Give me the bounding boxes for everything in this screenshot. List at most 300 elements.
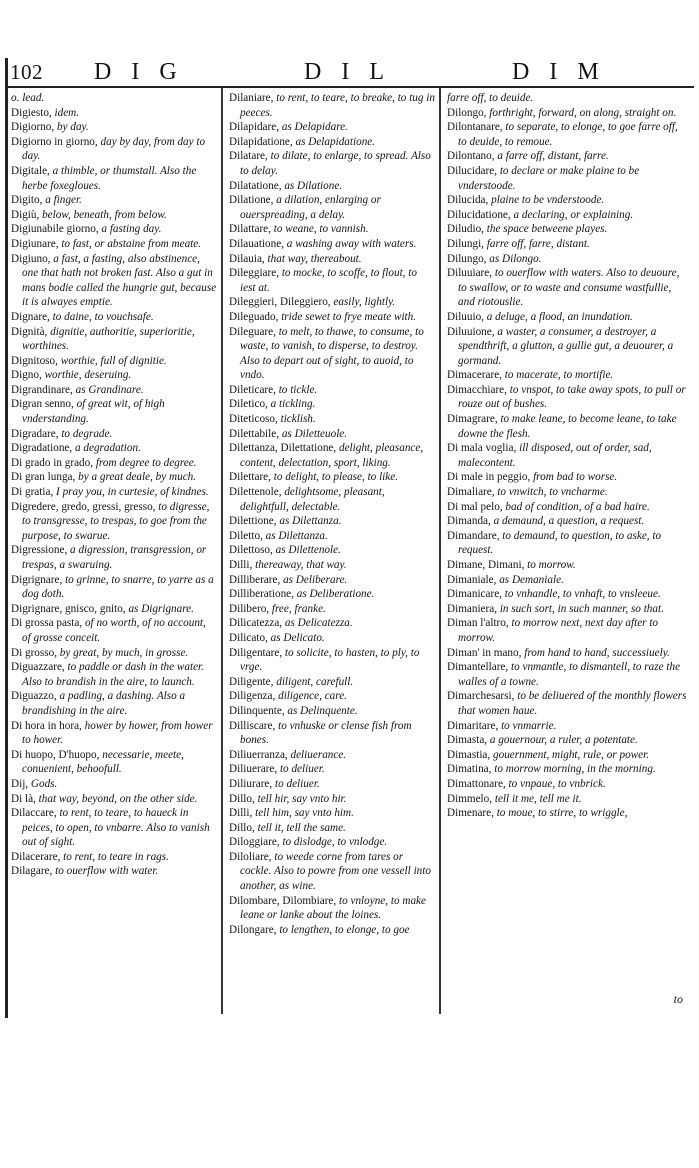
dictionary-entry xyxy=(447,237,687,252)
headword: Dimarchesarsi, xyxy=(447,690,515,703)
headword: Diluuione, xyxy=(447,325,495,338)
dictionary-entry xyxy=(11,573,217,602)
headword: Diligentare, xyxy=(229,646,283,659)
headword: Dimaliare, xyxy=(447,486,495,499)
definition: to vnpaue, to vnbrick. xyxy=(508,777,606,790)
headword: Digradare, xyxy=(11,427,59,440)
definition: of no worth, of no account, of grosse conceit. xyxy=(22,617,206,644)
dictionary-entry xyxy=(229,295,435,310)
dictionary-entry xyxy=(11,470,217,485)
dictionary-entry xyxy=(11,106,217,121)
definition: as Diletteuole. xyxy=(281,427,348,440)
dictionary-entry xyxy=(11,543,217,572)
definition: to vnhandle, to vnhaft, to vnsleeue. xyxy=(504,588,661,601)
headword: Dilicato, xyxy=(229,631,268,644)
headword: Dilibero, xyxy=(229,602,270,615)
definition: to vnspot, to take away spots, to pull or rouze out of bushes. xyxy=(458,383,686,411)
definition: to lengthen, to elonge, to goe xyxy=(279,923,410,936)
dictionary-entry xyxy=(229,91,435,120)
definition: a thimble, or thumstall. Also the herbe foxegloues. xyxy=(22,164,197,192)
headword: Dilatatione, xyxy=(229,179,282,192)
headword: Dimaritare, xyxy=(447,719,499,732)
definition: a declaring, or explaining. xyxy=(513,208,634,221)
definition: deliuerance. xyxy=(290,748,347,761)
definition: from degree to degree. xyxy=(95,456,197,469)
definition: by great, by much, in grosse. xyxy=(59,646,189,659)
headword: Dillo, xyxy=(229,792,255,805)
dictionary-entry xyxy=(11,135,217,164)
headword: Dimmelo, xyxy=(447,792,493,805)
dictionary-entry xyxy=(11,485,217,500)
definition: tell him, say vnto him. xyxy=(255,807,354,820)
headword: Dilettoso, xyxy=(229,544,273,557)
dictionary-entry xyxy=(229,689,435,704)
definition: gouernment, might, rule, or power. xyxy=(493,748,649,761)
headword: Digiorno, xyxy=(11,121,55,134)
dictionary-entry xyxy=(447,266,687,310)
dictionary-entry xyxy=(11,427,217,442)
headword: Dimandare, xyxy=(447,529,500,542)
headword: Dileguado, xyxy=(229,310,279,323)
headword: Diluuio, xyxy=(447,310,484,323)
dictionary-entry xyxy=(11,222,217,237)
definition: by day. xyxy=(57,121,89,134)
headword: Diletico, xyxy=(229,398,268,411)
dictionary-entry xyxy=(447,325,687,369)
headword: Dimasta, xyxy=(447,734,488,747)
definition: to deliuer. xyxy=(274,777,320,790)
dictionary-entry xyxy=(229,543,435,558)
dictionary-entry xyxy=(447,441,687,470)
definition: to melt, to thawe, to consume, to waste, to vanish, to disperse, to destroy. Also to depart out of sight, to auoid, to vndo. xyxy=(240,325,424,382)
dictionary-entry xyxy=(447,193,687,208)
definition: to vnloyne, to make leane or lanke about the loines. xyxy=(240,894,426,922)
dictionary-entry xyxy=(229,631,435,646)
definition: to deliuer. xyxy=(279,763,325,776)
dictionary-entry xyxy=(229,616,435,631)
definition: a farre off, distant, farre. xyxy=(497,150,609,163)
dictionary-entry xyxy=(447,310,687,325)
definition: tell it, tell the same. xyxy=(257,821,346,834)
definition: worthie, deseruing. xyxy=(44,369,132,382)
headword: Dignitoso, xyxy=(11,354,58,367)
definition: as Dilettanza. xyxy=(265,529,328,542)
dictionary-entry xyxy=(447,762,687,777)
definition: farre off, to deuide. xyxy=(447,92,534,104)
binding-rule xyxy=(5,58,8,1018)
dictionary-entry xyxy=(11,91,217,106)
definition: to morrow. xyxy=(527,559,576,571)
dictionary-entry xyxy=(447,558,687,573)
headword: Dilagare, xyxy=(11,865,53,878)
definition: I pray you, in curtesie, of kindnes. xyxy=(56,486,209,499)
definition: to paddle or dash in the water. Also to brandish in the aire, to launch. xyxy=(22,661,204,688)
definition: as Delinquente. xyxy=(287,704,358,717)
dictionary-entry xyxy=(229,719,435,748)
definition: to separate, to elonge, to goe farre off, to deuide, to remoue. xyxy=(458,121,678,148)
headword: Dilliberare, xyxy=(229,573,281,586)
guide-word-center: DIL xyxy=(304,59,404,85)
headword: Digiunabile giorno, xyxy=(11,223,99,236)
dictionary-entry xyxy=(229,777,435,792)
dictionary-entry xyxy=(11,616,217,645)
definition: idem. xyxy=(54,106,80,119)
definition: to vnwitch, to vncharme. xyxy=(497,486,608,499)
dictionary-entry xyxy=(447,792,687,807)
dictionary-entry xyxy=(447,573,687,588)
definition: a fast, a fasting, also abstinence, one that hath not broken fast. Also a gut in mans bodie called the hungrie gut, because it is alwayes emptie. xyxy=(22,252,217,309)
dictionary-entry xyxy=(447,222,687,237)
dictionary-entry xyxy=(229,412,435,427)
headword: Dimaniera, xyxy=(447,602,498,615)
headword: Dilombare, Dilombiare, xyxy=(229,894,337,907)
definition: to delight, to please, to like. xyxy=(273,471,399,484)
definition: a dilation, enlarging or ouerspreading, a delay. xyxy=(240,194,381,221)
definition: to tickle. xyxy=(278,383,318,396)
headword: Dileggiare, xyxy=(229,267,280,280)
dictionary-entry xyxy=(447,91,687,106)
definition: from hand to hand, successiuely. xyxy=(524,646,670,659)
definition: to ouerflow with water. xyxy=(55,865,159,878)
dictionary-entry xyxy=(447,500,687,515)
dictionary-entry xyxy=(229,835,435,850)
headword: Dimacerare, xyxy=(447,369,502,382)
definition: to weane, to vannish. xyxy=(273,223,369,236)
definition: plaine to be vnderstoode. xyxy=(491,194,605,207)
headword: Dilongo, xyxy=(447,106,487,119)
definition: a waster, a consumer, a destroyer, a spendthrift, a glutton, a gullie gut, a deuourer, a gormand. xyxy=(458,325,674,367)
headword: Dilauia, xyxy=(229,252,265,265)
definition: to rent, to teare, to breake, to tug in peeces. xyxy=(240,92,435,119)
guide-word-left: DIG xyxy=(94,59,197,85)
headword: Digno, xyxy=(11,369,42,382)
dictionary-entry xyxy=(11,456,217,471)
definition: to vnmantle, to dismantell, to raze the walles of a towne. xyxy=(458,661,681,688)
dictionary-entry xyxy=(11,208,217,223)
definition: diligence, care. xyxy=(278,690,347,703)
headword: Dimanicare, xyxy=(447,588,502,601)
headword: Di hora in hora, xyxy=(11,719,82,732)
headword: Digressione, xyxy=(11,544,68,557)
headword: Dilli, xyxy=(229,559,253,571)
dictionary-entry xyxy=(229,485,435,514)
definition: a tickling. xyxy=(270,398,316,411)
headword: Dilapidatione, xyxy=(229,135,293,148)
headword: Dilettenole, xyxy=(229,486,282,499)
headword: Digrandinare, xyxy=(11,383,73,396)
dictionary-entry xyxy=(11,325,217,354)
definition: to be deliuered of the monthly flowers that women haue. xyxy=(458,690,687,717)
definition: to demaund, to question, to aske, to request. xyxy=(458,529,662,557)
headword: Diluuiare, xyxy=(447,267,493,280)
headword: Diloliare, xyxy=(229,850,272,863)
headword: Digredere, gredo, gressi, gresso, xyxy=(11,500,156,513)
headword: Dilatare, xyxy=(229,150,268,163)
definition: to dilate, to enlarge, to spread. Also to delay. xyxy=(240,150,431,177)
column-right xyxy=(447,91,687,821)
dictionary-entry xyxy=(229,310,435,325)
dictionary-entry xyxy=(11,383,217,398)
definition: to rent, to teare in rags. xyxy=(63,850,169,863)
headword: Dilucida, xyxy=(447,194,489,207)
headword: Dimattonare, xyxy=(447,777,506,790)
dictionary-entry xyxy=(11,397,217,426)
dictionary-entry xyxy=(229,894,435,923)
dictionary-entry xyxy=(11,689,217,718)
definition: to weede corne from tares or cockle. Also to powre from one vessell into another, as wine. xyxy=(240,850,431,893)
headword: Dimatina, xyxy=(447,763,492,776)
dictionary-entry xyxy=(11,120,217,135)
headword: Dilettabile, xyxy=(229,427,280,440)
definition: ill disposed, out of order, sad, malecontent. xyxy=(458,442,652,469)
definition: to degrade. xyxy=(61,427,113,440)
headword: Di grado in grado, xyxy=(11,456,94,469)
dictionary-entry xyxy=(447,748,687,763)
definition: a gouernour, a ruler, a potentate. xyxy=(489,734,638,747)
definition: to daine, to vouchsafe. xyxy=(52,310,154,323)
dictionary-entry xyxy=(447,806,687,821)
headword: Dilongare, xyxy=(229,923,277,936)
headword: Dimantellare, xyxy=(447,661,509,674)
headword: Digrignare, gnisco, gnito, xyxy=(11,602,126,615)
headword: Diliuerare, xyxy=(229,763,278,776)
headword: Digiesto, xyxy=(11,106,52,119)
dictionary-entry xyxy=(229,821,435,836)
headword: Di là, xyxy=(11,792,36,805)
dictionary-entry xyxy=(229,427,435,442)
dictionary-entry xyxy=(447,646,687,661)
headword: Digiunare, xyxy=(11,237,59,250)
dictionary-entry xyxy=(229,470,435,485)
definition: of great wit, of high vnderstanding. xyxy=(22,398,165,426)
definition: a demaund, a question, a request. xyxy=(493,515,645,528)
dictionary-entry xyxy=(447,149,687,164)
dictionary-entry xyxy=(11,777,217,792)
headword: Dileggieri, Dileggiero, xyxy=(229,296,331,309)
headword: Digradatione, xyxy=(11,442,73,455)
headword: Dillo, xyxy=(229,821,255,834)
headword: Di grosso, xyxy=(11,646,57,659)
headword: Diman l'altro, xyxy=(447,617,509,630)
headword: Dimenare, xyxy=(447,807,494,820)
headword: Dignare, xyxy=(11,310,50,323)
headword: Di huopo, D'huopo, xyxy=(11,748,100,761)
dictionary-entry xyxy=(11,748,217,777)
dictionary-entry xyxy=(11,368,217,383)
dictionary-entry xyxy=(229,179,435,194)
definition: to digresse, to transgresse, to trespas, to goe from the purpose, to swarue. xyxy=(22,500,210,542)
headword: Dilli, xyxy=(229,807,253,820)
definition: to ouerflow with waters. Also to deuoure, to swallow, or to waste and consume wastfullie, and riotouslie. xyxy=(458,267,680,309)
definition: by a great deale, by much. xyxy=(78,471,197,484)
headword: Dilauatione, xyxy=(229,237,284,250)
headword: Dij, xyxy=(11,777,29,790)
headword: Dileticare, xyxy=(229,383,276,396)
headword: Dilontano, xyxy=(447,150,495,163)
definition: a padling, a dashing. Also a brandishing in the aire. xyxy=(22,690,186,717)
dictionary-entry xyxy=(11,237,217,252)
headword: Dilaniare, xyxy=(229,92,274,104)
dictionary-entry xyxy=(229,792,435,807)
headword: Diguazzare, xyxy=(11,661,65,674)
headword: Di mal pelo, xyxy=(447,500,503,513)
headword: Diliurare, xyxy=(229,777,273,790)
definition: to macerate, to mortifie. xyxy=(504,369,614,382)
headword: Dilucidatione, xyxy=(447,208,511,221)
definition: bad of condition, of a bad haire. xyxy=(505,500,650,513)
dictionary-entry xyxy=(11,602,217,617)
definition: to mocke, to scoffe, to flout, to iest at. xyxy=(240,267,417,294)
column-divider xyxy=(221,88,223,1014)
definition: day by day, from day to day. xyxy=(22,135,206,163)
headword: Di mala voglia, xyxy=(447,442,517,455)
definition: o. lead. xyxy=(11,92,45,104)
dictionary-entry xyxy=(447,514,687,529)
column-middle xyxy=(229,91,435,937)
page-header xyxy=(8,60,692,88)
dictionary-entry xyxy=(229,806,435,821)
definition: Gods. xyxy=(30,777,58,790)
catchword: to xyxy=(673,992,683,1006)
headword: Diteticoso, xyxy=(229,413,278,426)
dictionary-entry xyxy=(229,252,435,267)
headword: Di gratia, xyxy=(11,486,54,499)
headword: Dilicatezza, xyxy=(229,617,283,630)
dictionary-entry xyxy=(229,704,435,719)
dictionary-entry xyxy=(229,923,435,938)
definition: a degradation. xyxy=(75,442,141,455)
definition: in such sort, in such manner, so that. xyxy=(499,602,664,615)
dictionary-entry xyxy=(447,164,687,193)
dictionary-entry xyxy=(11,719,217,748)
headword: Digran senno, xyxy=(11,398,74,411)
headword: Dimane, Dimani, xyxy=(447,559,525,571)
dictionary-entry xyxy=(447,368,687,383)
dictionary-entry xyxy=(11,792,217,807)
dictionary-entry xyxy=(229,383,435,398)
definition: thereaway, that way. xyxy=(255,559,347,571)
headword: Dimacchiare, xyxy=(447,383,507,396)
dictionary-entry xyxy=(229,587,435,602)
headword: Dilucidare, xyxy=(447,164,498,177)
definition: to declare or make plaine to be vnderstoode. xyxy=(458,164,640,192)
dictionary-entry xyxy=(229,237,435,252)
definition: as Dilatione. xyxy=(284,179,343,192)
definition: hower by hower, from hower to hower. xyxy=(22,719,213,747)
headword: Diliuerranza, xyxy=(229,748,288,761)
dictionary-entry xyxy=(447,120,687,149)
definition: tell hir, say vnto hir. xyxy=(257,792,347,805)
headword: Digiù, xyxy=(11,208,40,221)
definition: as Deliberatione. xyxy=(296,588,375,601)
dictionary-entry xyxy=(229,514,435,529)
headword: Digiuno, xyxy=(11,252,51,265)
definition: worthie, full of dignitie. xyxy=(60,354,167,367)
dictionary-entry xyxy=(447,602,687,617)
dictionary-entry xyxy=(11,310,217,325)
definition: delightsome, pleasant, delightfull, delectable. xyxy=(240,486,385,513)
dictionary-entry xyxy=(229,135,435,150)
dictionary-entry xyxy=(447,777,687,792)
page-number: 102 xyxy=(10,60,43,84)
headword: Dilinquente, xyxy=(229,704,285,717)
headword: Dilacerare, xyxy=(11,850,61,863)
definition: to vnmarrie. xyxy=(501,719,557,732)
definition: as Delapidatione. xyxy=(295,135,376,148)
definition: the space betweene playes. xyxy=(486,223,608,236)
dictionary-entry xyxy=(11,252,217,310)
definition: from bad to worse. xyxy=(533,471,618,484)
dictionary-entry xyxy=(447,106,687,121)
headword: Diludio, xyxy=(447,223,484,236)
dictionary-entry xyxy=(229,266,435,295)
definition: free, franke. xyxy=(271,602,326,615)
guide-word-right: DIM xyxy=(512,59,619,85)
headword: Di male in peggio, xyxy=(447,471,531,484)
dictionary-entry xyxy=(447,660,687,689)
definition: to morrow next, next day after to morrow. xyxy=(458,617,659,644)
definition: as Delicato. xyxy=(270,631,325,644)
dictionary-entry xyxy=(447,485,687,500)
definition: that way, thereabout. xyxy=(267,252,362,265)
dictionary-entry xyxy=(11,806,217,850)
definition: to fast, or abstaine from meate. xyxy=(61,237,202,250)
dictionary-entry xyxy=(447,733,687,748)
header-rule xyxy=(8,86,694,88)
definition: a finger. xyxy=(45,194,82,207)
definition: as Delicatezza. xyxy=(284,617,353,630)
dictionary-entry xyxy=(11,646,217,661)
headword: Dilaccare, xyxy=(11,807,57,820)
headword: Dilontanare, xyxy=(447,121,503,134)
headword: Digito, xyxy=(11,194,43,207)
headword: Dilettione, xyxy=(229,515,277,528)
headword: Dimanda, xyxy=(447,515,491,528)
dictionary-entry xyxy=(447,383,687,412)
dictionary-entry xyxy=(229,573,435,588)
definition: farre off, farre, distant. xyxy=(486,237,590,250)
headword: Digiorno in giorno, xyxy=(11,135,98,148)
headword: Dilungo, xyxy=(447,252,487,265)
dictionary-entry xyxy=(11,500,217,544)
dictionary-entry xyxy=(229,441,435,470)
definition: as Grandinare. xyxy=(75,383,144,396)
definition: a fasting day. xyxy=(101,223,162,236)
headword: Dilattare, xyxy=(229,223,271,236)
dictionary-entry xyxy=(11,164,217,193)
headword: Dignità, xyxy=(11,325,48,338)
dictionary-entry xyxy=(229,222,435,237)
dictionary-entry xyxy=(11,850,217,865)
definition: dignitie, authoritie, superioritie, worthines. xyxy=(22,325,195,353)
definition: as Deliberare. xyxy=(283,573,348,586)
dictionary-entry xyxy=(229,193,435,222)
dictionary-entry xyxy=(229,149,435,178)
dictionary-entry xyxy=(447,587,687,602)
definition: as Digrignare. xyxy=(128,602,194,615)
definition: tride sewet to frye meate with. xyxy=(281,310,417,323)
dictionary-entry xyxy=(447,470,687,485)
dictionary-entry xyxy=(229,529,435,544)
definition: to make leane, to become leane, to take downe the flesh. xyxy=(458,413,677,440)
definition: to morrow morning, in the morning. xyxy=(494,763,656,776)
definition: below, beneath, from below. xyxy=(42,208,167,221)
definition: diligent, carefull. xyxy=(276,675,354,688)
headword: Dilapidare, xyxy=(229,121,280,134)
definition: necessarie, meete, conuenient, behoofull. xyxy=(22,748,184,776)
headword: Dimagrare, xyxy=(447,413,498,426)
dictionary-entry xyxy=(229,602,435,617)
